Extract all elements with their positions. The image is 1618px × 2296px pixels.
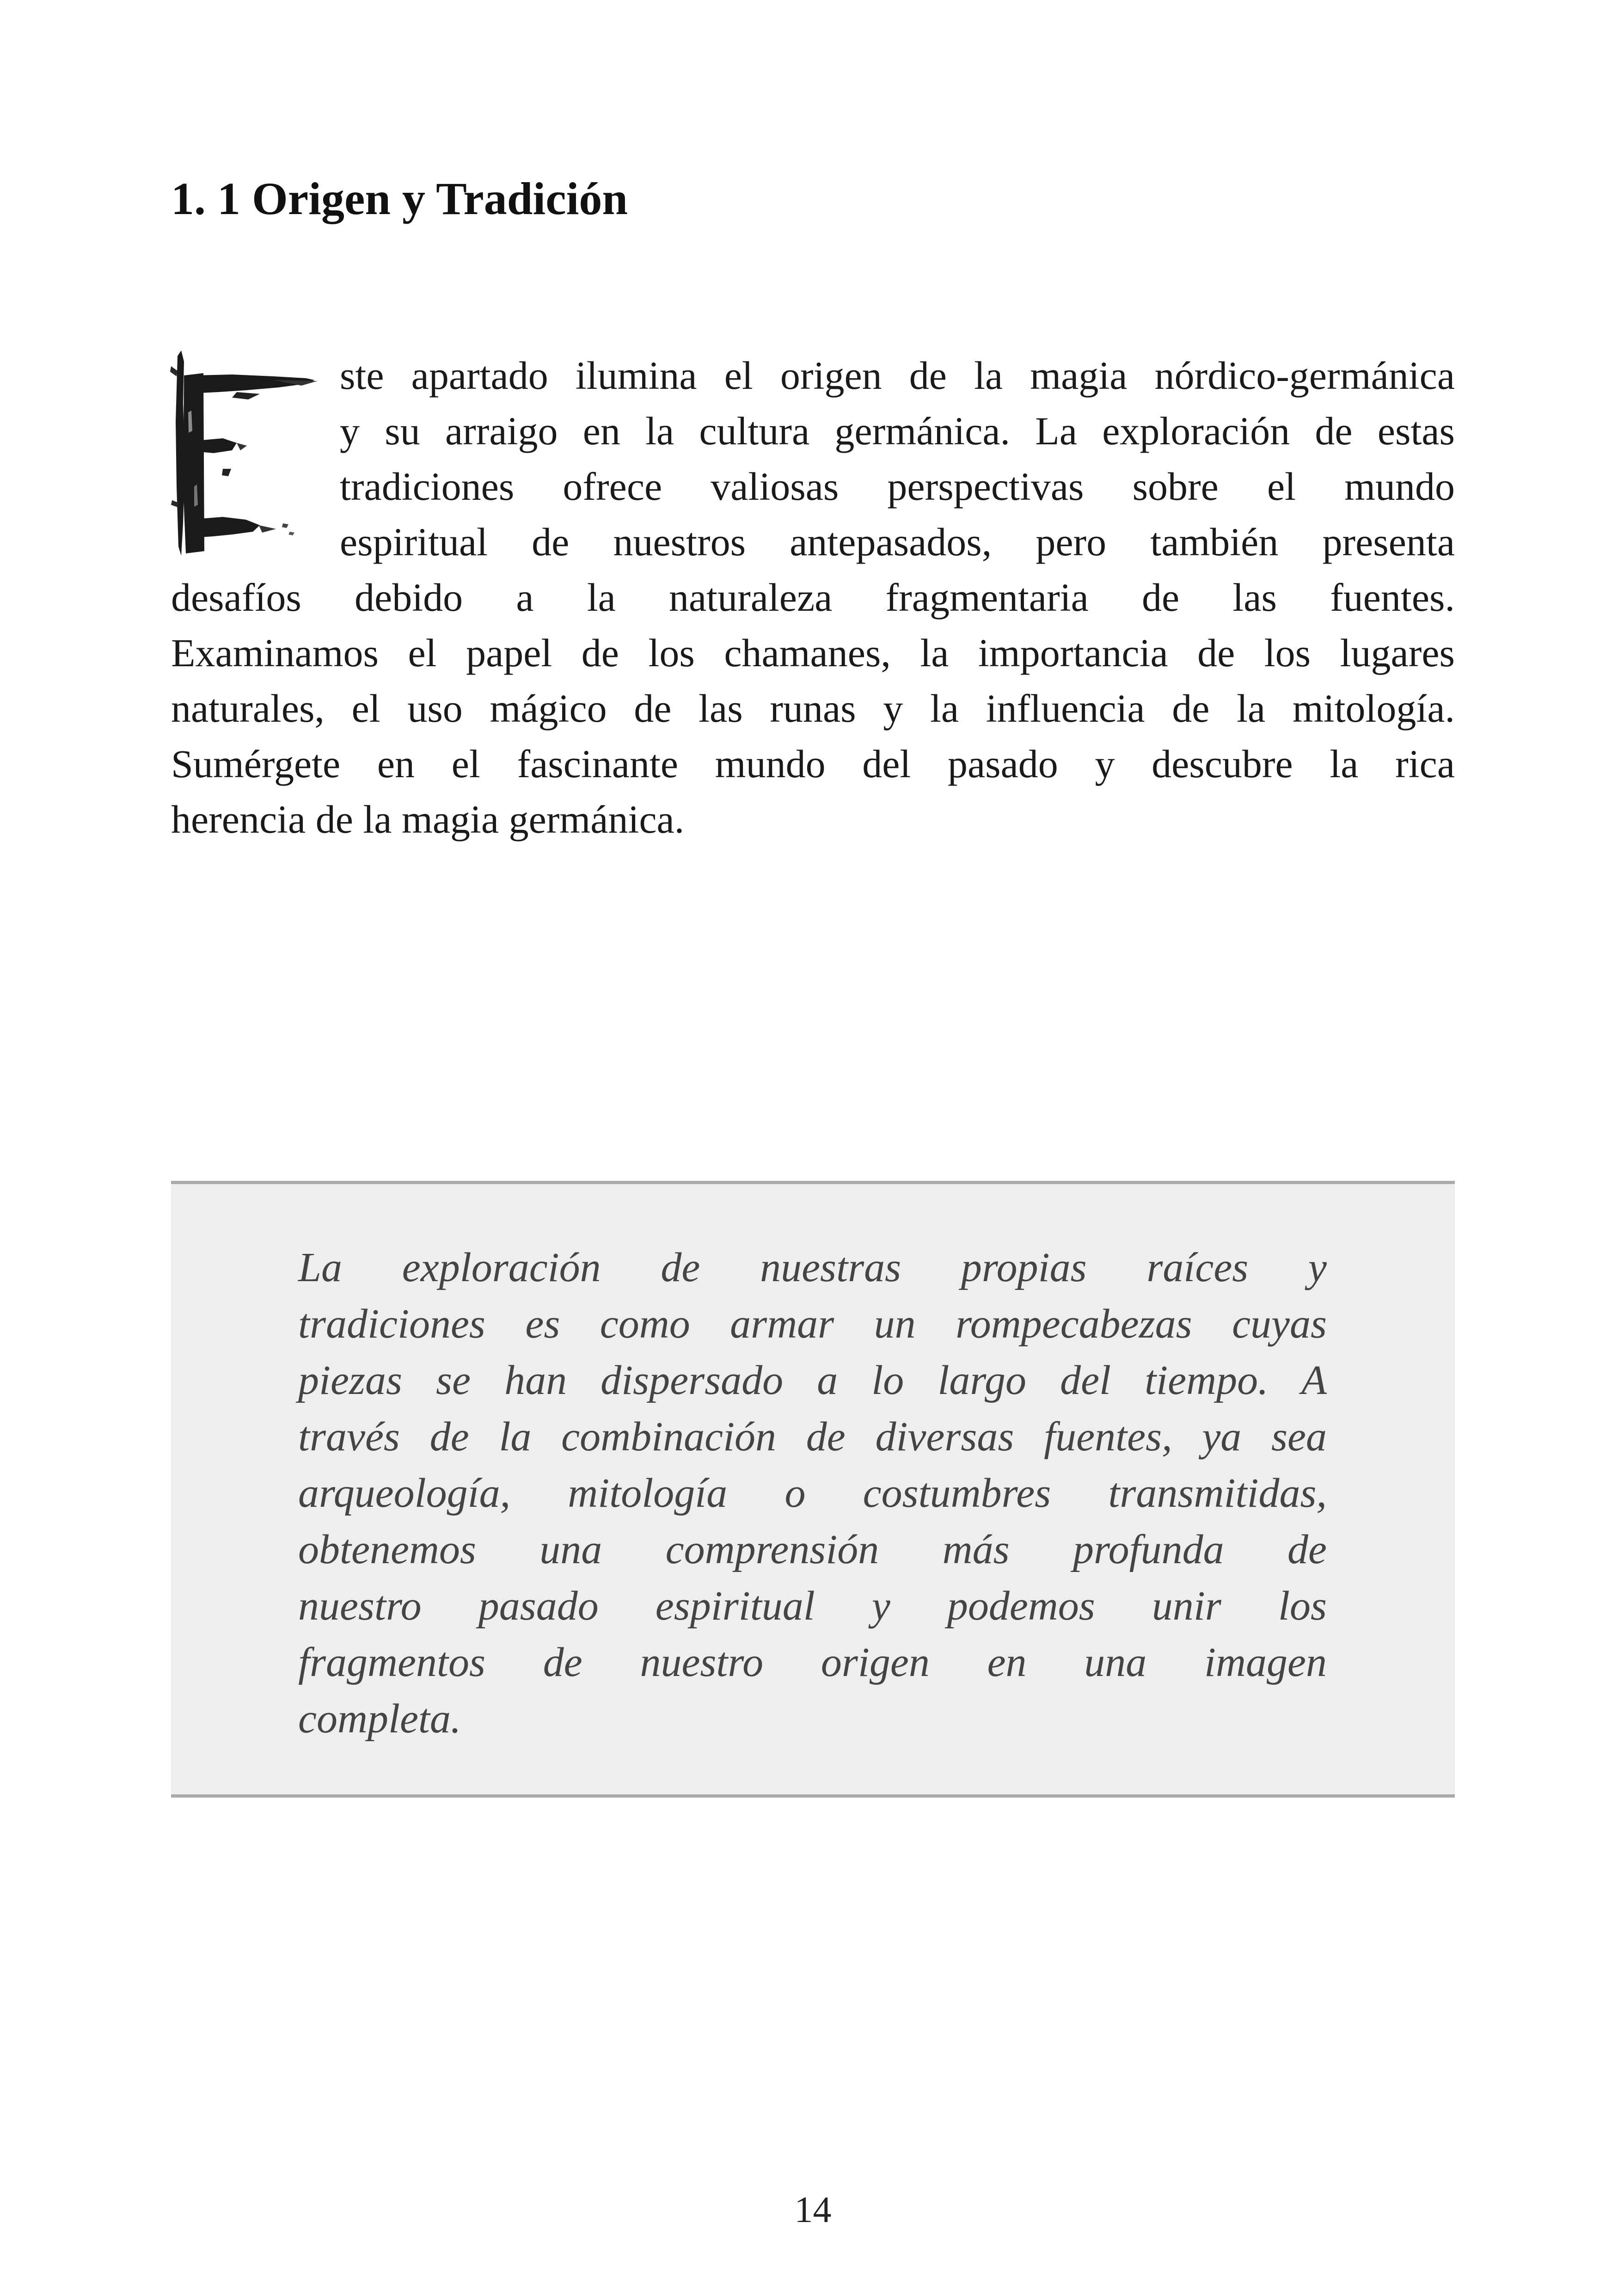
quote-line: través de la combinación de diversas fuentes, ya sea [298, 1414, 1327, 1460]
paragraph-line: tradiciones ofrece valiosas perspectivas sobre el mundo [340, 464, 1455, 509]
paragraph-line: naturales, el uso mágico de las runas y la influencia de la mitología. [171, 686, 1455, 731]
quote-line: completa. [298, 1696, 461, 1742]
quote-line: arqueología, mitología o costumbres transmitidas, [298, 1470, 1327, 1516]
paragraph-line: ste apartado ilumina el origen de la magia nórdico-germánica [340, 353, 1455, 398]
quote-line: tradiciones es como armar un rompecabezas cuyas [298, 1301, 1327, 1347]
paragraph-line: y su arraigo en la cultura germánica. La exploración de estas [340, 409, 1455, 453]
intro-paragraph-full-lines [171, 570, 1455, 847]
brush-drop-cap-e-icon [167, 348, 318, 560]
quote-line: nuestro pasado espiritual y podemos unir los [298, 1583, 1327, 1629]
quote-line: obtenemos una comprensión más profunda de [298, 1527, 1327, 1572]
paragraph-line: Sumérgete en el fascinante mundo del pasado y descubre la rica [171, 742, 1455, 786]
quote-line: La exploración de nuestras propias raíces y [298, 1245, 1327, 1290]
quote-line: fragmentos de nuestro origen en una imagen [298, 1639, 1327, 1685]
paragraph-line: Examinamos el papel de los chamanes, la importancia de los lugares [171, 631, 1455, 675]
paragraph-line: desafíos debido a la naturaleza fragmentaria de las fuentes. [171, 575, 1455, 620]
paragraph-line: herencia de la magia germánica. [171, 797, 685, 841]
drop-cap-letter-e [167, 348, 318, 560]
quote-text [298, 1240, 1327, 1747]
page-number: 14 [794, 2190, 832, 2230]
quote-line: piezas se han dispersado a lo largo del tiempo. A [298, 1357, 1327, 1403]
section-heading: 1. 1 Origen y Tradición [171, 173, 628, 224]
quote-box [171, 1181, 1455, 1798]
paragraph-line: espiritual de nuestros antepasados, pero también presenta [340, 520, 1455, 564]
intro-paragraph-indented-lines [340, 348, 1455, 570]
